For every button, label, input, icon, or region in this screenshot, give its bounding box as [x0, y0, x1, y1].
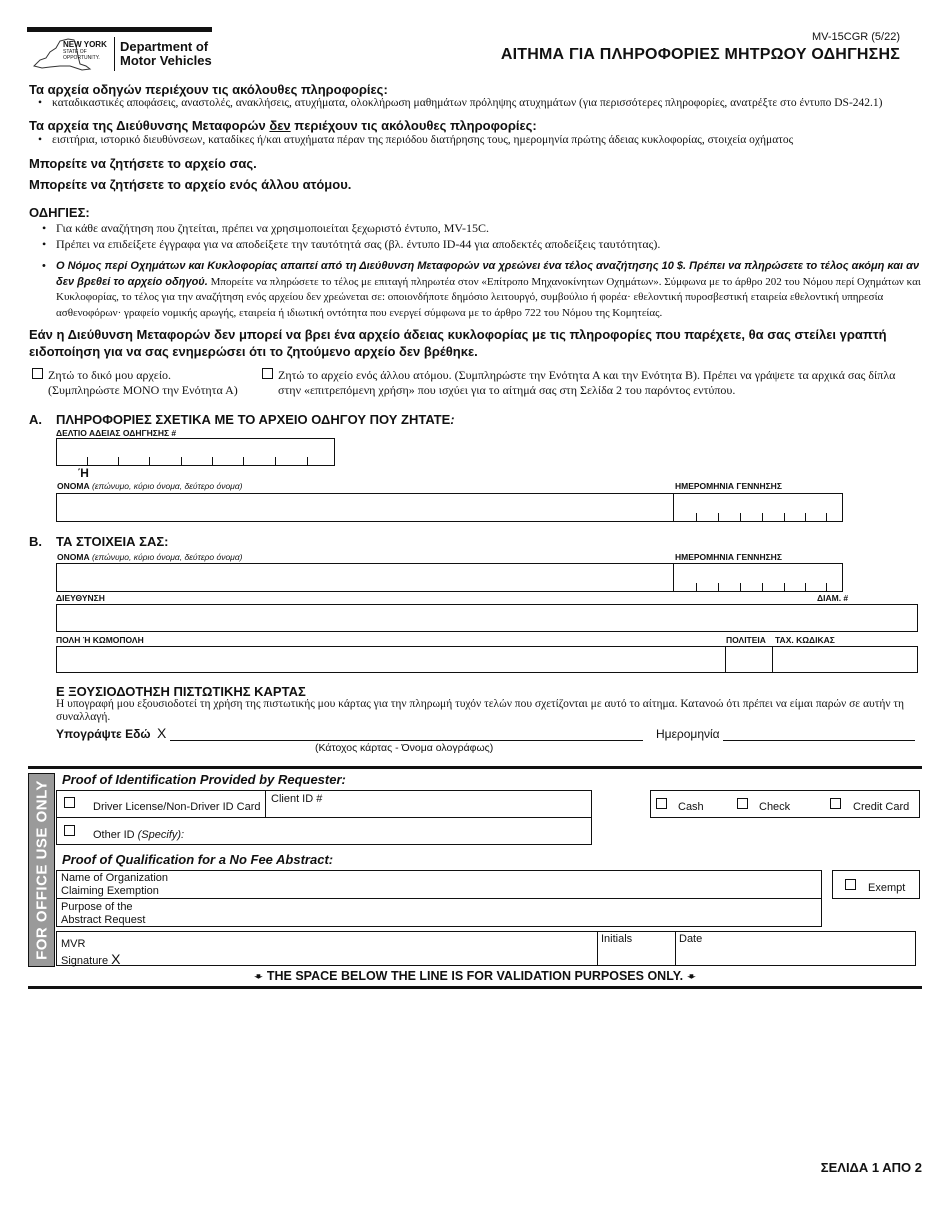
not-emph: δεν: [269, 118, 291, 133]
logo-ny: NEW YORK: [63, 40, 107, 49]
license-number-field[interactable]: [56, 438, 335, 466]
sign-label: Υπογράψτε Εδώ: [56, 727, 151, 741]
section-a-letter: A.: [29, 412, 42, 427]
b-dob-digit-divider: [696, 583, 697, 591]
instructions-list: [42, 220, 922, 252]
office-use-text: FOR OFFICE USE ONLY: [33, 780, 50, 960]
zip-divider: [772, 646, 773, 673]
a-dob-digit-divider: [696, 513, 697, 521]
a-dob-divider: [673, 493, 674, 522]
city-label: ΠΟΛΗ Ή ΚΩΜΟΠΟΛΗ: [56, 635, 144, 645]
logo-dept: Department of: [120, 39, 209, 54]
mvr-x: X: [111, 951, 121, 967]
mvr-label: MVR: [61, 938, 86, 950]
a-name-label: [57, 481, 243, 491]
not-pre: Τα αρχεία της Διεύθυνσης Μεταφορών: [29, 118, 270, 133]
card-text: Η υπογραφή μου εξουσιοδοτεί τη χρήση της πιστωτικής μου κάρτας για την πληρωμή τυχόν τελών που σχετίζονται με αυτό το αίτημα. Κατανοώ ότι πρέπει να είμαι παρών σε αυτήν τη συναλλαγή.: [56, 698, 905, 723]
holder-label: (Κάτοχος κάρτας - Όνομα ολογράφως): [315, 742, 494, 754]
other-id-label: [93, 829, 184, 841]
not-found-notice: Εάν η Διεύθυνση Μεταφορών δεν μπορεί να βρει ένα αρχείο άδειας κυκλοφορίας με τις πληροφορίες που παρέχετε, θα σας στείλει γραπτή ειδοποίηση για να σας ενημερώσει ότι το ζητούμενο αρχείο δεν βρέθηκε.: [29, 327, 887, 359]
form-number: MV-15CGR (5/22): [811, 31, 900, 43]
b-dob-digit-divider: [805, 583, 806, 591]
request-own-text: Μπορείτε να ζητήσετε το αρχείο σας.: [29, 156, 257, 171]
own-record-text: [48, 368, 238, 398]
proof-id-heading: Proof of Identification Provided by Requester:: [62, 772, 346, 787]
driver-license-label: Driver License/Non-Driver ID Card: [93, 801, 261, 813]
check-checkbox[interactable]: [737, 798, 748, 809]
organization-label: [61, 872, 168, 897]
license-digit-divider: [87, 457, 88, 465]
dmv-logo: [30, 36, 215, 78]
not-contains-heading: [29, 118, 537, 133]
org-line1: Name of Organization: [61, 872, 168, 884]
other-line1: Ζητώ το αρχείο ενός άλλου ατόμου. (Συμπληρώστε την Ενότητα Α και την Ενότητα Β). Πρέπει να γράψετε τα αρχικά σας δίπλα: [278, 368, 896, 382]
section-a-title-text: ΠΛΗΡΟΦΟΡΙΕΣ ΣΧΕΤΙΚΑ ΜΕ ΤΟ ΑΡΧΕΙΟ ΟΔΗΓΟΥ ΠΟΥ ΖΗΤΑΤΕ: [56, 412, 451, 427]
header-rule: [27, 27, 212, 32]
license-label: ΔΕΛΤΙΟ ΑΔΕΙΑΣ ΟΔΗΓΗΣΗΣ #: [56, 428, 177, 438]
specify-text: (Specify):: [137, 829, 185, 841]
check-label: Check: [759, 801, 791, 813]
a-dob-digit-divider: [826, 513, 827, 521]
own-record-checkbox[interactable]: [32, 368, 43, 379]
card-date-line[interactable]: [723, 740, 915, 741]
section-b-letter: B.: [29, 534, 42, 549]
b-dob-divider: [673, 563, 674, 592]
license-digit-divider: [243, 457, 244, 465]
address-field[interactable]: [56, 604, 918, 632]
instruction-3: [42, 259, 922, 321]
city-field[interactable]: [56, 646, 918, 673]
purpose-label: [61, 901, 145, 926]
instruction-2: • Πρέπει να επιδείξετε έγγραφα για να αποδείξετε την ταυτότητά σας (βλ. έντυπο ID-44 για αποδεκτές αποδείξεις ταυτότητας).: [42, 236, 922, 252]
b-dob-digit-divider: [826, 583, 827, 591]
fee-rest: Μπορείτε να πληρώσετε το τέλος με επιταγή πληρωτέα στον «Επίτροπο Μηχανοκίνητων Οχημάτων». Σύμφωνα με το άρθρο 202 του Νόμου περί Οχημάτων και Κυκλοφορίας, το τέλος για την αναζήτηση ενός αρχείου δεν χρεώνεται σε: οποιονδήποτε δημόσιο λειτουργό, συμβούλιο ή φορέα· εθελοντική πυροσβεστική εταιρεία εθελοντική υπηρεσία ασθενοφόρων· γραφείο νομικής αρωγής, εταιρεία ή ιδιωτική οντότητα που ενεργεί σύμφωνα με το άρθρο 722 του Νόμου της Κομητείας.: [56, 275, 921, 319]
mvr-box: [56, 931, 916, 966]
purpose-line2: Abstract Request: [61, 913, 146, 926]
section-b-title: ΤΑ ΣΤΟΙΧΕΙΑ ΣΑΣ:: [56, 534, 169, 549]
date-divider: [675, 931, 676, 966]
a-name-label-text: ΟΝΟΜΑ: [57, 481, 90, 491]
purpose-field[interactable]: [56, 898, 822, 927]
or-text: Ή: [78, 466, 89, 480]
b-dob-digit-divider: [784, 583, 785, 591]
date-label: Date: [679, 933, 703, 945]
a-name-field[interactable]: [56, 493, 843, 522]
office-use-sidebar: [28, 773, 55, 967]
initials-divider: [597, 931, 598, 966]
logo-divider: [114, 37, 115, 71]
instruction-1: • Για κάθε αναζήτηση που ζητείται, πρέπει να χρησιμοποιείται ξεχωριστό έντυπο, MV-15C.: [42, 220, 922, 236]
credit-card-checkbox[interactable]: [830, 798, 841, 809]
org-line2: Claiming Exemption: [61, 884, 159, 897]
b-dob-digit-divider: [762, 583, 763, 591]
no-fee-heading: Proof of Qualification for a No Fee Abstract:: [62, 852, 334, 867]
apt-label: ΔΙΑΜ. #: [817, 593, 849, 603]
license-digit-divider: [307, 457, 308, 465]
address-label: ΔΙΕΥΘΥΝΣΗ: [56, 593, 105, 603]
not-post: περιέχουν τις ακόλουθες πληροφορίες:: [290, 118, 537, 133]
contains-list: [38, 97, 928, 109]
other-record-checkbox[interactable]: [262, 368, 273, 379]
zip-label: ΤΑΧ. ΚΩΔΙΚΑΣ: [775, 635, 835, 645]
client-id-label: Client ID #: [271, 793, 323, 805]
contains-heading: Τα αρχεία οδηγών περιέχουν τις ακόλουθες πληροφορίες:: [29, 82, 388, 97]
down-arrow-icon: ➧: [684, 971, 697, 982]
b-name-hint: (επώνυμο, κύριο όνομα, δεύτερο όνομα): [91, 552, 243, 562]
section-a-colon: :: [450, 412, 455, 427]
office-top-rule: [28, 766, 922, 769]
request-other-text: Μπορείτε να ζητήσετε το αρχείο ενός άλλου ατόμου.: [29, 177, 352, 192]
exempt-checkbox[interactable]: [845, 879, 856, 890]
validation-rule: [28, 986, 922, 989]
page-number: ΣΕΛΙΔΑ 1 ΑΠΟ 2: [820, 1160, 922, 1175]
contains-bullet: • καταδικαστικές αποφάσεις, αναστολές, ανακλήσεις, ατυχήματα, ολοκλήρωση μαθημάτων πρόληψης ατυχημάτων (για περισσότερες πληροφορίες, ανατρέξτε στο έντυπο DS-242.1): [38, 97, 928, 109]
own-line2: (Συμπληρώστε ΜΟΝΟ την Ενότητα Α): [48, 383, 238, 397]
state-label: ΠΟΛΙΤΕΙΑ: [726, 635, 766, 645]
credit-card-label: Credit Card: [853, 801, 910, 813]
a-name-hint: (επώνυμο, κύριο όνομα, δεύτερο όνομα): [91, 481, 243, 491]
b-dob-digit-divider: [740, 583, 741, 591]
a-dob-digit-divider: [805, 513, 806, 521]
a-dob-digit-divider: [740, 513, 741, 521]
section-a-title: [56, 412, 455, 427]
other-record-text: [278, 368, 918, 398]
license-digit-divider: [118, 457, 119, 465]
b-name-label-text: ΟΝΟΜΑ: [57, 552, 90, 562]
license-digit-divider: [275, 457, 276, 465]
license-digit-divider: [149, 457, 150, 465]
a-dob-digit-divider: [718, 513, 719, 521]
cash-checkbox[interactable]: [656, 798, 667, 809]
organization-field[interactable]: [56, 870, 822, 899]
not-contains-bullet: • εισιτήρια, ιστορικό διευθύνσεων, καταδίκες ή/και ατυχήματα πέραν της περιόδου διατήρησης τους, ημερομηνία πρώτης άδειας κυκλοφορίας, στοιχεία οχήματος: [38, 134, 928, 146]
b-dob-label: ΗΜΕΡΟΜΗΝΙΑ ΓΕΝΝΗΣΗΣ: [675, 552, 782, 562]
other-id-text: Other ID: [93, 829, 135, 841]
a-dob-digit-divider: [762, 513, 763, 521]
card-heading: Ε ΞΟΥΣΙΟΔΟΤΗΣΗ ΠΙΣΤΩΤΙΚΗΣ ΚΑΡΤΑΣ: [56, 684, 306, 699]
down-arrow-icon: ➧: [252, 971, 265, 982]
a-dob-digit-divider: [784, 513, 785, 521]
logo-state-of: STATE OF: [63, 49, 87, 55]
own-line1: Ζητώ το δικό μου αρχείο.: [48, 368, 172, 382]
client-id-divider: [265, 790, 266, 818]
instructions-heading: ΟΔΗΓΙΕΣ:: [29, 205, 90, 220]
form-title: ΑΙΤΗΜΑ ΓΙΑ ΠΛΗΡΟΦΟΡΙΕΣ ΜΗΤΡΩΟΥ ΟΔΗΓΗΣΗΣ: [500, 46, 900, 63]
logo-mv: Motor Vehicles: [120, 53, 212, 68]
state-divider: [725, 646, 726, 673]
other-line2: στην «επιτρεπόμενη χρήση» που ισχύει για το αίτημά σας στη Σελίδα 2 του παρόντος εντύπου.: [278, 383, 736, 397]
a-dob-label: ΗΜΕΡΟΜΗΝΙΑ ΓΕΝΝΗΣΗΣ: [675, 481, 782, 491]
instructions-list-fee: [42, 259, 922, 321]
card-date-label: Ημερομηνία: [656, 727, 720, 741]
initials-label: Initials: [601, 933, 633, 945]
signature-text: Signature: [61, 955, 109, 967]
validation-text: THE SPACE BELOW THE LINE IS FOR VALIDATION PURPOSES ONLY.: [266, 969, 684, 983]
purpose-line1: Purpose of the: [61, 901, 133, 913]
sign-x: X: [157, 725, 167, 741]
b-name-field[interactable]: [56, 563, 843, 592]
logo-opportunity: OPPORTUNITY.: [63, 55, 100, 61]
license-digit-divider: [212, 457, 213, 465]
license-digit-divider: [181, 457, 182, 465]
mvr-signature-label: [61, 951, 121, 967]
cash-label: Cash: [678, 801, 704, 813]
exempt-label: Exempt: [868, 882, 906, 894]
driver-license-checkbox[interactable]: [64, 797, 75, 808]
not-contains-list: [38, 134, 928, 146]
b-name-label: [57, 552, 243, 562]
validation-note: [0, 969, 950, 983]
fee-bold: Ο Νόμος περί Οχημάτων και Κυκλοφορίας απαιτεί από τη Διεύθυνση Μεταφορών να χρεώνει ένα τέλος αναζήτησης 10 $. Πρέπει να πληρώσετε το τέλος ακόμη και αν δεν βρεθεί το αρχείο οδηγού.: [56, 260, 920, 288]
b-dob-digit-divider: [718, 583, 719, 591]
signature-line[interactable]: [170, 740, 643, 741]
other-id-checkbox[interactable]: [64, 825, 75, 836]
